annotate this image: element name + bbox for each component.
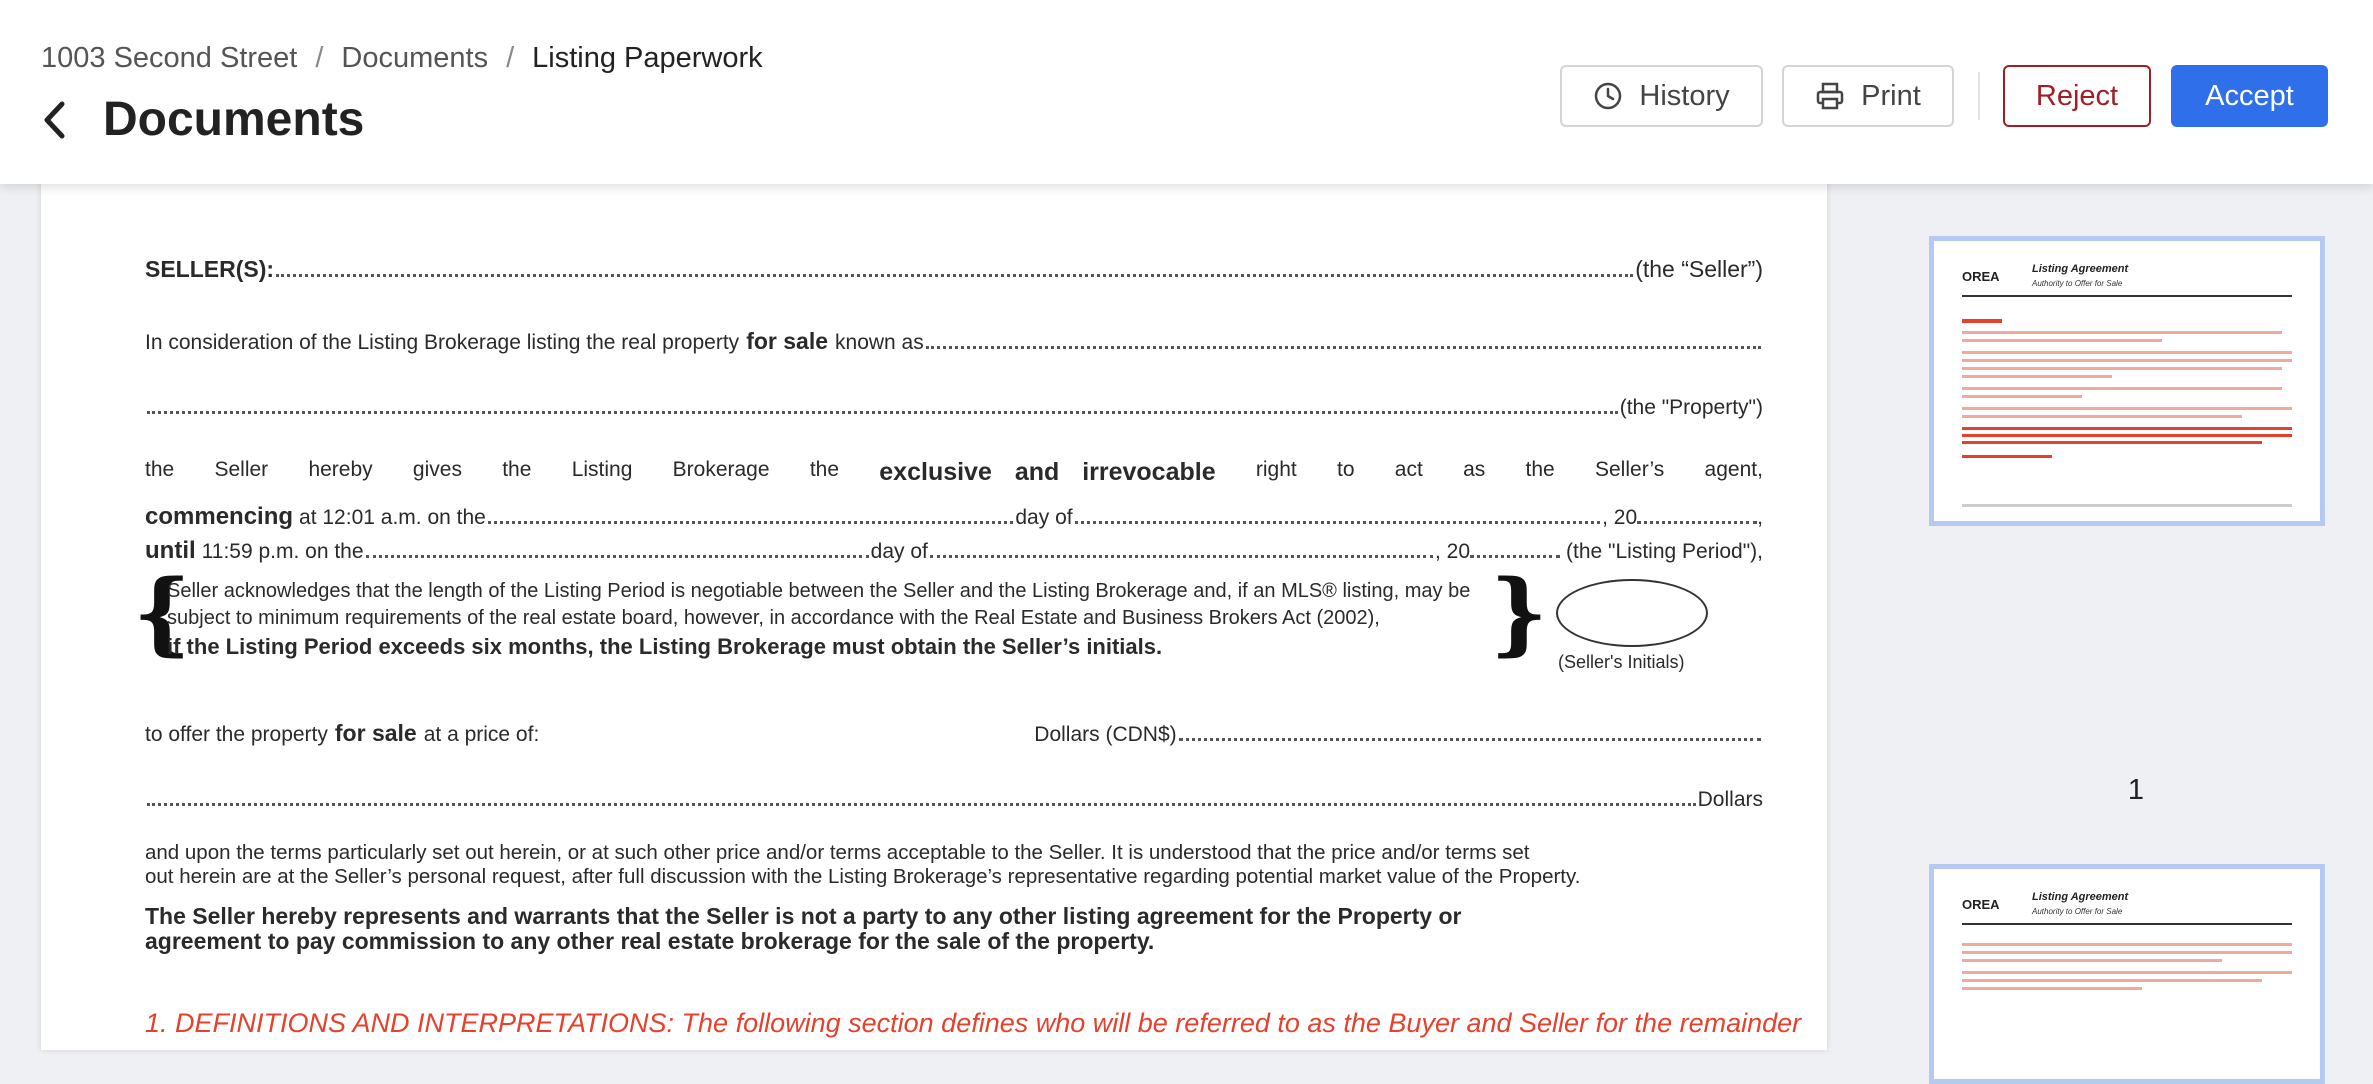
left-brace: { bbox=[133, 560, 191, 666]
thumbnail-text-line bbox=[1962, 395, 2082, 398]
breadcrumb-separator: / bbox=[315, 42, 324, 74]
agent-word: agent, bbox=[1704, 458, 1763, 481]
thumbnail-rule bbox=[1962, 923, 2292, 925]
agent-word: the bbox=[145, 458, 175, 481]
print-button-label: Print bbox=[1861, 79, 1921, 112]
seller-suffix: (the “Seller”) bbox=[1635, 256, 1763, 282]
agent-word: Listing bbox=[571, 458, 633, 481]
right-brace: } bbox=[1490, 560, 1548, 666]
agent-word: the bbox=[809, 458, 840, 481]
for-sale-text: for sale bbox=[746, 328, 829, 354]
thumbnail-text-line bbox=[1962, 943, 2292, 946]
terms-line-1: and upon the terms particularly set out herein, or at such other price and/or terms acceptable to the Seller. It is understood that the price and/or terms set bbox=[145, 841, 1530, 864]
print-button[interactable] bbox=[1782, 65, 1954, 127]
agent-word: the bbox=[1525, 458, 1555, 481]
definitions-heading: 1. DEFINITIONS AND INTERPRETATIONS: The following section defines who will be referred to as the Buyer and Seller for the remainder bbox=[145, 1008, 1802, 1038]
consideration-line bbox=[145, 328, 1763, 355]
thumbnail-text-line bbox=[1962, 375, 2112, 378]
page-title: Documents bbox=[103, 93, 365, 146]
agent-word: gives bbox=[412, 458, 462, 481]
dollars-cdn-text: Dollars (CDN$) bbox=[1034, 723, 1177, 746]
thumbnail-text-line bbox=[1962, 987, 2142, 990]
commencing-day-blank[interactable] bbox=[488, 521, 1014, 524]
seller-line bbox=[145, 256, 1763, 283]
thumbnail-text-line bbox=[1962, 331, 2282, 334]
warranty-line-1: The Seller hereby represents and warrants that the Seller is not a party to any other listing agreement for the Property or bbox=[145, 903, 1462, 929]
thumbnail-page-number: 1 bbox=[2127, 774, 2145, 806]
agent-word: Seller bbox=[214, 458, 269, 481]
day-of-text: day of bbox=[1015, 506, 1073, 529]
agent-word: Seller’s bbox=[1595, 458, 1665, 481]
year-prefix: , 20 bbox=[1434, 540, 1471, 563]
orea-logo: OREA bbox=[1962, 897, 2000, 912]
commencing-label: commencing bbox=[145, 503, 294, 530]
ack-line-1: Seller acknowledges that the length of the Listing Period is negotiable between the Seller and the Listing Brokerage and, if an MLS® listing, may be bbox=[167, 580, 1471, 602]
chevron-left-icon bbox=[42, 100, 66, 140]
thumbnail-text-line bbox=[1962, 441, 2262, 444]
thumbnail-text-line bbox=[1962, 455, 2052, 458]
seller-blank[interactable] bbox=[276, 274, 1633, 277]
document-page bbox=[41, 150, 1827, 1050]
dollars-text: Dollars bbox=[1697, 788, 1763, 811]
thumbnail-text-line bbox=[1962, 979, 2262, 982]
orea-logo: OREA bbox=[1962, 269, 2000, 284]
commencing-time: at 12:01 a.m. on the bbox=[299, 506, 486, 529]
until-year-blank[interactable] bbox=[1470, 555, 1560, 558]
thumbnail-panel bbox=[1900, 184, 2373, 1042]
agent-word: as bbox=[1463, 458, 1486, 481]
thumbnail-text-line bbox=[1962, 339, 2162, 342]
address-blank[interactable] bbox=[926, 346, 1761, 349]
agent-word: hereby bbox=[308, 458, 373, 481]
clock-icon bbox=[1593, 81, 1623, 111]
breadcrumb-item-current: Listing Paperwork bbox=[532, 42, 763, 74]
initials-label: (Seller's Initials) bbox=[1558, 652, 1685, 672]
property-line bbox=[145, 396, 1763, 420]
breadcrumb bbox=[41, 42, 763, 75]
title-row bbox=[37, 92, 364, 147]
thumbnail-text-line bbox=[1962, 959, 2222, 962]
day-of-text: day of bbox=[870, 540, 928, 563]
breadcrumb-item-documents[interactable]: Documents bbox=[341, 42, 489, 74]
thumbnail-text-line bbox=[1962, 407, 2292, 410]
exclusive-irrevocable-text: exclusive and irrevocable bbox=[879, 458, 1216, 486]
price-line bbox=[145, 720, 1763, 747]
seller-label: SELLER(S): bbox=[145, 256, 275, 282]
warranty-line-2: agreement to pay commission to any other real estate brokerage for the sale of the property. bbox=[145, 928, 1155, 954]
thumbnail-title: Listing Agreement bbox=[2032, 891, 2129, 903]
year-prefix: , 20 bbox=[1602, 506, 1638, 529]
for-sale-text: for sale bbox=[334, 720, 417, 746]
page-thumbnail-2[interactable] bbox=[1929, 864, 2325, 1084]
thumbnail-rule bbox=[1962, 295, 2292, 297]
thumbnail-text-line bbox=[1962, 359, 2292, 362]
price-blank[interactable] bbox=[1179, 738, 1761, 741]
thumbnail-title: Listing Agreement bbox=[2032, 263, 2129, 275]
thumbnail-text-line bbox=[1962, 351, 2292, 354]
ack-line-3: if the Listing Period exceeds six months, the Listing Brokerage must obtain the Seller’s initials. bbox=[167, 634, 1163, 659]
property-blank[interactable] bbox=[147, 411, 1618, 414]
until-time: 11:59 p.m. on the bbox=[201, 540, 364, 563]
thumbnail-subtitle: Authority to Offer for Sale bbox=[2032, 279, 2123, 288]
toolbar-divider bbox=[1978, 72, 1980, 120]
ack-line-2: subject to minimum requirements of the real estate board, however, in accordance with the Real Estate and Business Brokers Act (2002), bbox=[167, 607, 1380, 629]
dollars-words-blank[interactable] bbox=[147, 803, 1696, 806]
until-day-blank[interactable] bbox=[366, 555, 869, 558]
thumbnail-text-line bbox=[1962, 367, 2282, 370]
thumbnail-text-line bbox=[1962, 427, 2292, 430]
history-button-label: History bbox=[1639, 79, 1730, 112]
thumbnail-footer bbox=[1962, 504, 2292, 507]
breadcrumb-item-property[interactable]: 1003 Second Street bbox=[41, 42, 298, 74]
dollars-words-line bbox=[145, 788, 1763, 812]
price-prefix: to offer the property bbox=[145, 723, 328, 746]
known-as-text: known as bbox=[835, 331, 924, 354]
agent-word: Brokerage bbox=[672, 458, 770, 481]
thumbnail-text-line bbox=[1962, 319, 2002, 323]
commencing-month-blank[interactable] bbox=[1075, 521, 1601, 524]
thumbnail-text-line bbox=[1962, 387, 2282, 390]
until-month-blank[interactable] bbox=[930, 555, 1433, 558]
agent-word: act bbox=[1394, 458, 1423, 481]
breadcrumb-separator: / bbox=[506, 42, 515, 74]
thumbnail-text-line bbox=[1962, 951, 2292, 954]
agent-word: right bbox=[1255, 458, 1297, 481]
agent-word: the bbox=[502, 458, 532, 481]
price-suffix: at a price of: bbox=[423, 723, 540, 746]
accept-button[interactable]: Accept bbox=[2171, 65, 2328, 127]
seller-initials-field[interactable] bbox=[1556, 579, 1708, 647]
thumbnail-text-line bbox=[1962, 415, 2242, 418]
consideration-text: In consideration of the Listing Brokerage listing the real property bbox=[145, 331, 740, 354]
page-thumbnail-1[interactable] bbox=[1929, 236, 2325, 526]
listing-period-suffix: (the "Listing Period"), bbox=[1566, 540, 1763, 563]
reject-button[interactable]: Reject bbox=[2003, 65, 2151, 127]
until-label: until bbox=[145, 537, 196, 564]
property-suffix: (the "Property") bbox=[1619, 396, 1763, 419]
printer-icon bbox=[1815, 81, 1845, 111]
thumbnail-text-line bbox=[1962, 434, 2292, 437]
thumbnail-subtitle: Authority to Offer for Sale bbox=[2032, 907, 2123, 916]
history-button[interactable] bbox=[1560, 65, 1763, 127]
agent-line bbox=[145, 458, 1763, 487]
page-header bbox=[0, 0, 2373, 184]
agent-word: to bbox=[1337, 458, 1355, 481]
commencing-line: commencing at 12:01 a.m. on the day of , 20 , bbox=[145, 503, 1763, 530]
terms-line-2: out herein are at the Seller’s personal request, after full discussion with the Listing Brokerage’s representative regarding potential market value of the Property. bbox=[145, 865, 1581, 888]
commencing-year-blank[interactable] bbox=[1637, 521, 1757, 524]
thumbnail-text-line bbox=[1962, 971, 2292, 974]
back-button[interactable] bbox=[37, 97, 71, 143]
